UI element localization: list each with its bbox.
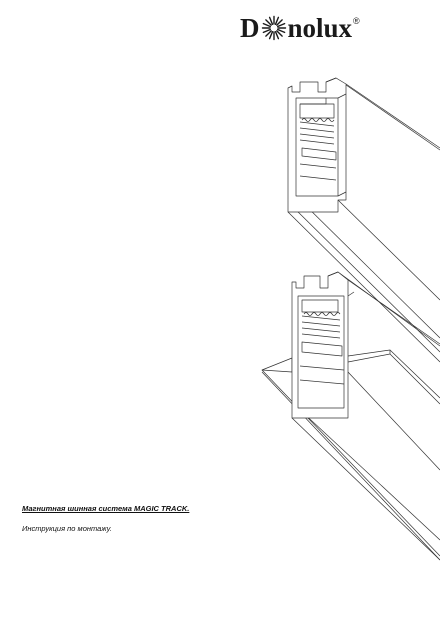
- document-title: Магнитная шинная система MAGIC TRACK.: [22, 504, 190, 513]
- logo-letters-nolux: nolux: [287, 13, 353, 43]
- registered-mark: ®: [353, 16, 360, 26]
- document-subtitle: Инструкция по монтажу.: [22, 524, 112, 533]
- recessed-track-profile-illustration: [262, 272, 440, 560]
- logo-letter-d: D: [240, 13, 260, 43]
